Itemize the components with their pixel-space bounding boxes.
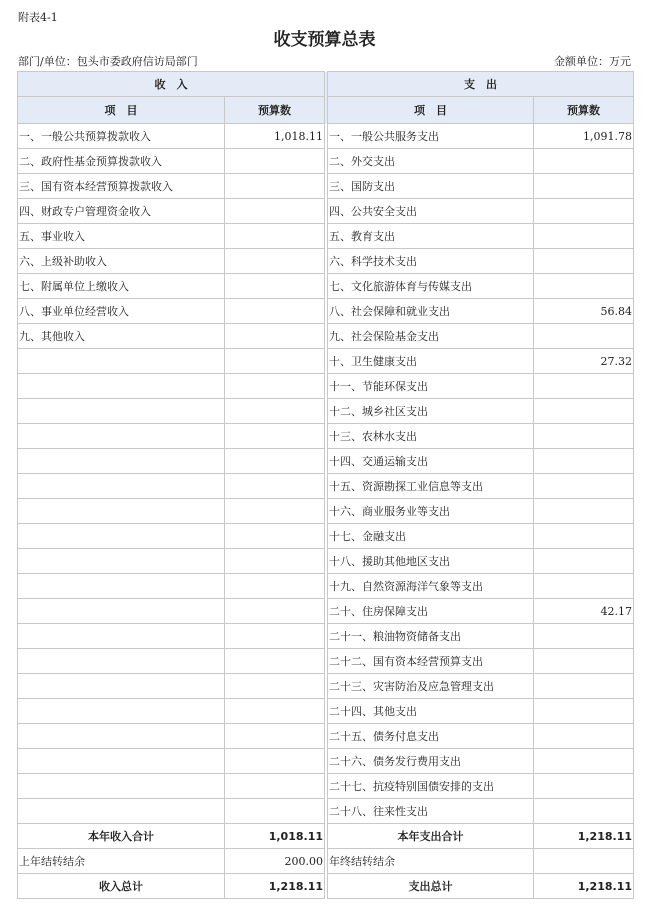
income-amount xyxy=(225,199,325,224)
expense-amount xyxy=(534,799,634,824)
income-amount xyxy=(225,774,325,799)
income-header: 收 入 xyxy=(18,72,325,97)
income-item xyxy=(18,524,225,549)
income-item xyxy=(18,449,225,474)
annex-label: 附表4-1 xyxy=(18,11,58,24)
expense-item: 十四、交通运输支出 xyxy=(328,449,534,474)
table-row xyxy=(18,374,634,399)
expense-amount xyxy=(534,374,634,399)
table-row xyxy=(18,674,634,699)
year-income-value: 1,018.11 xyxy=(225,824,325,849)
income-amount xyxy=(225,424,325,449)
expense-item: 二、外交支出 xyxy=(328,149,534,174)
expense-item: 十、卫生健康支出 xyxy=(328,349,534,374)
table-row xyxy=(18,399,634,424)
income-item xyxy=(18,724,225,749)
income-amount xyxy=(225,724,325,749)
income-amount xyxy=(225,274,325,299)
income-amount xyxy=(225,249,325,274)
department-label: 部门/单位：包头市委政府信访局部门 xyxy=(18,55,198,68)
expense-item: 十六、商业服务业等支出 xyxy=(328,499,534,524)
expense-amount xyxy=(534,724,634,749)
income-amount xyxy=(225,349,325,374)
expense-item: 十七、金融支出 xyxy=(328,524,534,549)
expense-item-header: 项 目 xyxy=(328,97,534,124)
income-amount xyxy=(225,699,325,724)
table-row xyxy=(18,774,634,799)
income-item xyxy=(18,774,225,799)
table-row xyxy=(18,449,634,474)
expense-item: 三、国防支出 xyxy=(328,174,534,199)
table-row xyxy=(18,149,634,174)
expense-item: 五、教育支出 xyxy=(328,224,534,249)
table-header-row xyxy=(18,72,634,97)
year-income-label: 本年收入合计 xyxy=(18,824,225,849)
expense-amount: 42.17 xyxy=(534,599,634,624)
income-item xyxy=(18,749,225,774)
income-amount xyxy=(225,399,325,424)
table-row xyxy=(18,124,634,149)
carry-out-value xyxy=(534,849,634,874)
table-row xyxy=(18,349,634,374)
income-amount-header: 预算数 xyxy=(225,97,325,124)
income-item xyxy=(18,399,225,424)
carry-out-label: 年终结转结余 xyxy=(328,849,534,874)
income-amount xyxy=(225,599,325,624)
table-row xyxy=(18,324,634,349)
income-item xyxy=(18,549,225,574)
expense-item: 十九、自然资源海洋气象等支出 xyxy=(328,574,534,599)
table-row xyxy=(18,724,634,749)
expense-amount xyxy=(534,449,634,474)
income-item xyxy=(18,499,225,524)
income-item xyxy=(18,424,225,449)
income-item xyxy=(18,799,225,824)
table-row xyxy=(18,174,634,199)
expense-amount xyxy=(534,274,634,299)
table-row xyxy=(18,624,634,649)
table-subheader-row xyxy=(18,97,634,124)
income-item: 五、事业收入 xyxy=(18,224,225,249)
income-item-header: 项 目 xyxy=(18,97,225,124)
table-row xyxy=(18,499,634,524)
income-item xyxy=(18,374,225,399)
income-amount xyxy=(225,474,325,499)
table-row xyxy=(18,474,634,499)
expense-amount xyxy=(534,424,634,449)
table-body xyxy=(18,124,634,824)
income-amount xyxy=(225,624,325,649)
table-row xyxy=(18,274,634,299)
income-item xyxy=(18,674,225,699)
expense-amount xyxy=(534,249,634,274)
grand-total-row xyxy=(18,874,634,899)
expense-amount xyxy=(534,174,634,199)
expense-amount xyxy=(534,749,634,774)
expense-item: 二十四、其他支出 xyxy=(328,699,534,724)
expense-amount xyxy=(534,499,634,524)
amount-unit-label: 金额单位：万元 xyxy=(554,55,631,68)
income-amount xyxy=(225,449,325,474)
income-item xyxy=(18,349,225,374)
income-total-label: 收入总计 xyxy=(18,874,225,899)
expense-amount xyxy=(534,199,634,224)
expense-item: 二十五、债务付息支出 xyxy=(328,724,534,749)
table-row xyxy=(18,249,634,274)
expense-amount xyxy=(534,224,634,249)
income-amount xyxy=(225,649,325,674)
income-amount: 1,018.11 xyxy=(225,124,325,149)
expense-amount: 56.84 xyxy=(534,299,634,324)
expense-amount xyxy=(534,699,634,724)
page-title: 收支预算总表 xyxy=(273,30,376,50)
income-total-value: 1,218.11 xyxy=(225,874,325,899)
expense-item: 十一、节能环保支出 xyxy=(328,374,534,399)
income-item: 六、上级补助收入 xyxy=(18,249,225,274)
expense-item: 九、社会保险基金支出 xyxy=(328,324,534,349)
income-amount xyxy=(225,549,325,574)
expense-amount xyxy=(534,474,634,499)
income-amount xyxy=(225,299,325,324)
income-amount xyxy=(225,799,325,824)
expense-item: 十三、农林水支出 xyxy=(328,424,534,449)
expense-item: 一、一般公共服务支出 xyxy=(328,124,534,149)
income-item: 八、事业单位经营收入 xyxy=(18,299,225,324)
income-amount xyxy=(225,224,325,249)
expense-amount xyxy=(534,774,634,799)
income-item: 七、附属单位上缴收入 xyxy=(18,274,225,299)
income-item: 三、国有资本经营预算拨款收入 xyxy=(18,174,225,199)
income-item xyxy=(18,649,225,674)
income-amount xyxy=(225,374,325,399)
table-row xyxy=(18,199,634,224)
expense-amount xyxy=(534,624,634,649)
expense-amount-header: 预算数 xyxy=(534,97,634,124)
expense-item: 七、文化旅游体育与传媒支出 xyxy=(328,274,534,299)
carry-in-label: 上年结转结余 xyxy=(18,849,225,874)
income-item xyxy=(18,599,225,624)
expense-amount xyxy=(534,399,634,424)
expense-header: 支 出 xyxy=(328,72,634,97)
income-item xyxy=(18,474,225,499)
table-row xyxy=(18,699,634,724)
income-item: 一、一般公共预算拨款收入 xyxy=(18,124,225,149)
expense-amount: 27.32 xyxy=(534,349,634,374)
expense-item: 二十八、往来性支出 xyxy=(328,799,534,824)
income-amount xyxy=(225,574,325,599)
expense-item: 十五、资源勘探工业信息等支出 xyxy=(328,474,534,499)
table-row xyxy=(18,649,634,674)
income-item xyxy=(18,624,225,649)
expense-amount xyxy=(534,574,634,599)
expense-item: 二十七、抗疫特别国债安排的支出 xyxy=(328,774,534,799)
income-item: 九、其他收入 xyxy=(18,324,225,349)
income-amount xyxy=(225,749,325,774)
income-amount xyxy=(225,499,325,524)
table-row xyxy=(18,549,634,574)
expense-item: 二十六、债务发行费用支出 xyxy=(328,749,534,774)
table-row xyxy=(18,224,634,249)
table-row xyxy=(18,424,634,449)
expense-amount xyxy=(534,524,634,549)
income-amount xyxy=(225,174,325,199)
expense-item: 二十三、灾害防治及应急管理支出 xyxy=(328,674,534,699)
table-row xyxy=(18,799,634,824)
income-item xyxy=(18,699,225,724)
expense-amount xyxy=(534,324,634,349)
income-amount xyxy=(225,324,325,349)
budget-table xyxy=(17,71,634,899)
income-item: 二、政府性基金预算拨款收入 xyxy=(18,149,225,174)
table-row xyxy=(18,749,634,774)
carryover-row xyxy=(18,849,634,874)
year-total-row xyxy=(18,824,634,849)
expense-item: 八、社会保障和就业支出 xyxy=(328,299,534,324)
income-item xyxy=(18,574,225,599)
expense-item: 十八、援助其他地区支出 xyxy=(328,549,534,574)
expense-amount xyxy=(534,549,634,574)
table-row xyxy=(18,599,634,624)
expense-item: 二十、住房保障支出 xyxy=(328,599,534,624)
table-row xyxy=(18,574,634,599)
expense-amount xyxy=(534,649,634,674)
table-row xyxy=(18,299,634,324)
income-item: 四、财政专户管理资金收入 xyxy=(18,199,225,224)
expense-item: 二十一、粮油物资储备支出 xyxy=(328,624,534,649)
year-expense-value: 1,218.11 xyxy=(534,824,634,849)
expense-item: 二十二、国有资本经营预算支出 xyxy=(328,649,534,674)
table-row xyxy=(18,524,634,549)
income-amount xyxy=(225,674,325,699)
expense-amount xyxy=(534,674,634,699)
income-amount xyxy=(225,524,325,549)
income-amount xyxy=(225,149,325,174)
carry-in-value: 200.00 xyxy=(225,849,325,874)
expense-amount xyxy=(534,149,634,174)
expense-total-label: 支出总计 xyxy=(328,874,534,899)
expense-item: 十二、城乡社区支出 xyxy=(328,399,534,424)
expense-total-value: 1,218.11 xyxy=(534,874,634,899)
expense-amount: 1,091.78 xyxy=(534,124,634,149)
year-expense-label: 本年支出合计 xyxy=(328,824,534,849)
expense-item: 六、科学技术支出 xyxy=(328,249,534,274)
expense-item: 四、公共安全支出 xyxy=(328,199,534,224)
